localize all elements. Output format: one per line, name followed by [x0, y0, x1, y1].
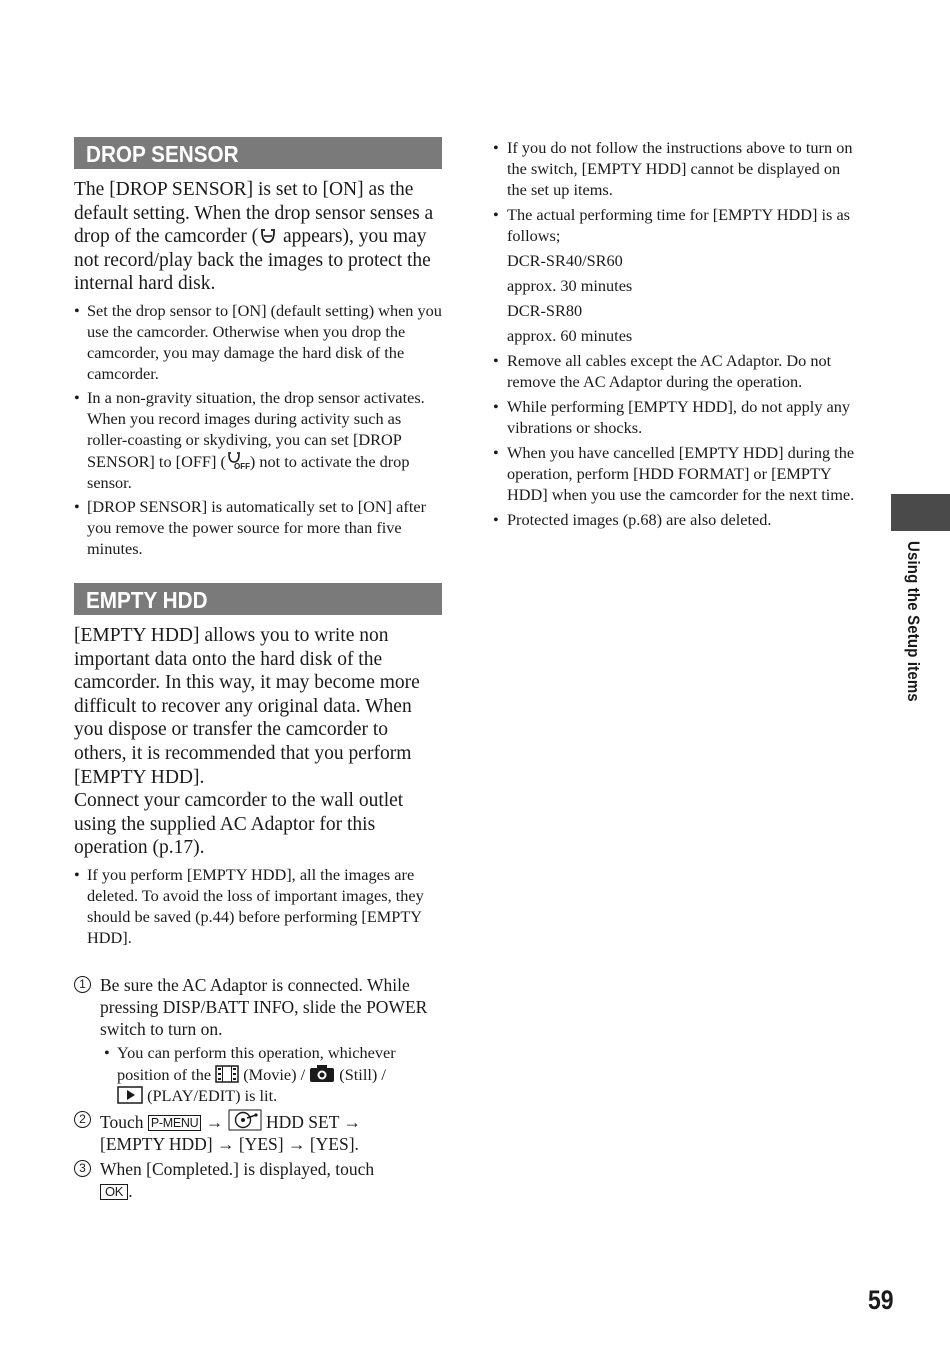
list-item: • [DROP SENSOR] is automatically set to [ON] after you remove the power source for more than five minutes.: [74, 496, 442, 559]
step-number: 1: [74, 976, 91, 993]
svg-text:OFF: OFF: [233, 461, 250, 470]
right-column: [493, 133, 863, 534]
empty-hdd-steps: [74, 974, 442, 1203]
step-2: 2 Touch P-MENU → HDD SET → [EMPTY HDD] → [YES] → [YES].: [74, 1109, 442, 1155]
page-number: 59: [868, 1285, 894, 1315]
p-menu-button[interactable]: P-MENU: [148, 1115, 202, 1131]
list-item: • When you have cancelled [EMPTY HDD] during the operation, perform [HDD FORMAT] or [EMPTY HDD] when you use the camcorder for the next time.: [493, 442, 863, 505]
chapter-label: Using the Setup items: [904, 541, 923, 702]
step-number: 3: [74, 1160, 91, 1177]
drop-sensor-notes: [74, 300, 442, 559]
play-edit-icon: [117, 1086, 143, 1104]
step-3: 3 When [Completed.] is displayed, touch OK .: [74, 1158, 442, 1202]
step-number: 2: [74, 1111, 91, 1128]
time-value-1: approx. 30 minutes: [507, 276, 633, 295]
list-item: • In a non-gravity situation, the drop sensor activates. When you record images during activity such as roller-coasting or skydiving, you can set [DROP SENSOR] to [OFF] ( OFF ) not to activate the drop sensor.: [74, 387, 442, 493]
list-item: • The actual performing time for [EMPTY HDD] is as follows; DCR-SR40/SR60 approx. 30 minutes DCR-SR80 approx. 60 minutes: [493, 204, 863, 346]
movie-icon: [215, 1065, 239, 1083]
list-item: • You can perform this operation, whichever position of the (Movie) / (Still) / (PLAY/EDIT) is lit.: [104, 1043, 442, 1107]
list-item: • Set the drop sensor to [ON] (default setting) when you use the camcorder. Otherwise when you drop the camcorder, you may damage the hard disk of the camcorder.: [74, 300, 442, 384]
chapter-tab: [891, 494, 950, 531]
list-item: • While performing [EMPTY HDD], do not apply any vibrations or shocks.: [493, 396, 863, 438]
list-item: • If you do not follow the instructions above to turn on the switch, [EMPTY HDD] cannot be displayed on the set up items.: [493, 137, 863, 200]
time-model-1: DCR-SR40/SR60: [507, 251, 623, 270]
left-column: [74, 137, 442, 1205]
still-camera-icon: [309, 1063, 335, 1083]
list-item: • If you perform [EMPTY HDD], all the images are deleted. To avoid the loss of important images, they should be saved (p.44) before performing [EMPTY HDD].: [74, 864, 442, 948]
step-1: 1 Be sure the AC Adaptor is connected. While pressing DISP/BATT INFO, slide the POWER switch to turn on. • You can perform this operation, whichever position of the (Movie) / (Still) / (PLAY/EDIT) is lit.: [74, 974, 442, 1107]
hdd-set-icon[interactable]: [228, 1109, 262, 1131]
drop-sensor-intro: The [DROP SENSOR] is set to [ON] as the default setting. When the drop sensor senses a drop of the camcorder ( appears), you may not record/play back the images to protect the internal hard disk.: [74, 179, 434, 295]
empty-hdd-para-1: [EMPTY HDD] allows you to write non important data onto the hard disk of the camcorder. In this way, it may become more difficult to recover any original data. When you dispose or transfer the camcorder to others, it is recommended that you perform [EMPTY HDD].: [74, 624, 420, 788]
list-item: • Protected images (p.68) are also deleted.: [493, 509, 863, 530]
empty-hdd-heading: EMPTY HDD: [74, 583, 442, 615]
drop-sensor-icon: [258, 225, 278, 245]
ok-button[interactable]: OK: [100, 1184, 128, 1200]
drop-sensor-heading: DROP SENSOR: [74, 137, 442, 169]
time-model-2: DCR-SR80: [507, 301, 583, 320]
drop-sensor-off-icon: [226, 450, 250, 470]
time-value-2: approx. 60 minutes: [507, 326, 633, 345]
empty-hdd-para-2: Connect your camcorder to the wall outlet using the supplied AC Adaptor for this operation (p.17).: [74, 790, 404, 859]
empty-hdd-notes: [74, 864, 442, 948]
empty-hdd-more-notes: [493, 137, 863, 530]
list-item: • Remove all cables except the AC Adaptor. Do not remove the AC Adaptor during the operation.: [493, 350, 863, 392]
